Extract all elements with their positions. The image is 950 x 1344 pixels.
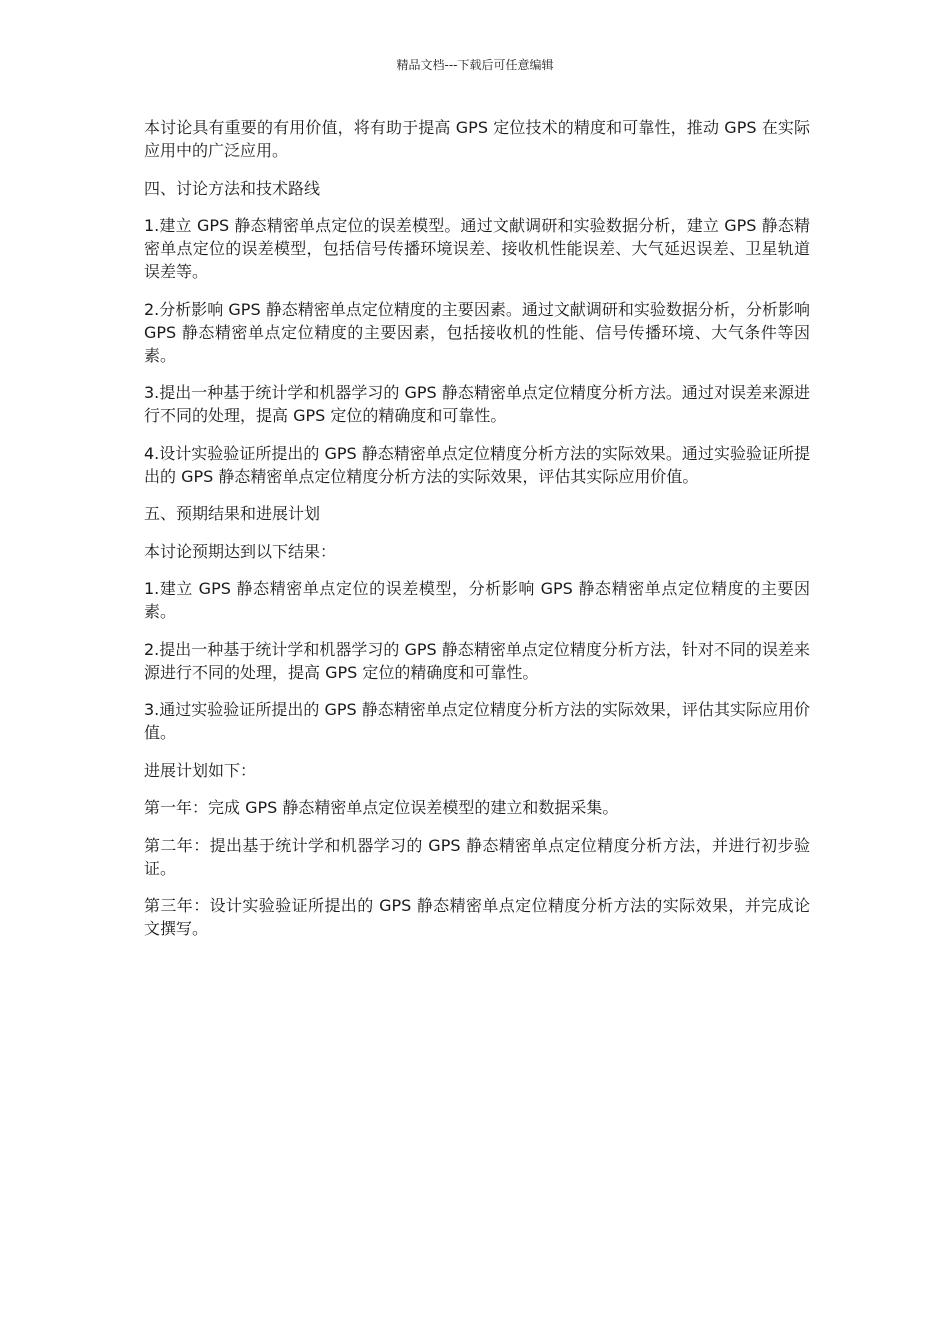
result-item-1: 1.建立 GPS 静态精密单点定位的误差模型，分析影响 GPS 静态精密单点定位精度的主要因素。 (144, 579, 810, 621)
page-header: 精品文档---下载后可任意编辑 (396, 58, 554, 72)
section-heading-methods: 四、讨论方法和技术路线 (144, 178, 321, 198)
paragraph-value-statement: 本讨论具有重要的有用价值，将有助于提高 GPS 定位技术的精度和可靠性，推动 GPS 在实际应用中的广泛应用。 (144, 118, 810, 160)
section-heading-results-plan: 五、预期结果和进展计划 (144, 504, 321, 523)
method-item-1: 1.建立 GPS 静态精密单点定位的误差模型。通过文献调研和实验数据分析，建立 GPS 静态精密单点定位的误差模型，包括信号传播环境误差、接收机性能误差、大气延迟误差、卫星轨道误差等。 (144, 216, 810, 281)
plan-year-3: 第三年：设计实验验证所提出的 GPS 静态精密单点定位精度分析方法的实际效果，并完成论文撰写。 (144, 896, 810, 938)
method-item-2: 2.分析影响 GPS 静态精密单点定位精度的主要因素。通过文献调研和实验数据分析，分析影响 GPS 静态精密单点定位精度的主要因素，包括接收机的性能、信号传播环境、大气条件等因素。 (144, 299, 810, 365)
plan-year-1: 第一年：完成 GPS 静态精密单点定位误差模型的建立和数据采集。 (144, 798, 619, 817)
document-body (144, 116, 810, 955)
result-item-3: 3.通过实验验证所提出的 GPS 静态精密单点定位精度分析方法的实际效果，评估其实际应用价值。 (144, 700, 810, 742)
plan-year-2: 第二年：提出基于统计学和机器学习的 GPS 静态精密单点定位精度分析方法，并进行初步验证。 (144, 835, 810, 878)
method-item-3: 3.提出一种基于统计学和机器学习的 GPS 静态精密单点定位精度分析方法。通过对误差来源进行不同的处理，提高 GPS 定位的精确度和可靠性。 (144, 383, 810, 425)
plan-intro: 进展计划如下： (144, 760, 257, 780)
result-item-2: 2.提出一种基于统计学和机器学习的 GPS 静态精密单点定位精度分析方法，针对不同的误差来源进行不同的处理，提高 GPS 定位的精确度和可靠性。 (144, 639, 810, 682)
results-intro: 本讨论预期达到以下结果： (144, 541, 337, 561)
method-item-4: 4.设计实验验证所提出的 GPS 静态精密单点定位精度分析方法的实际效果。通过实验验证所提出的 GPS 静态精密单点定位精度分析方法的实际效果，评估其实际应用价值。 (144, 443, 810, 486)
